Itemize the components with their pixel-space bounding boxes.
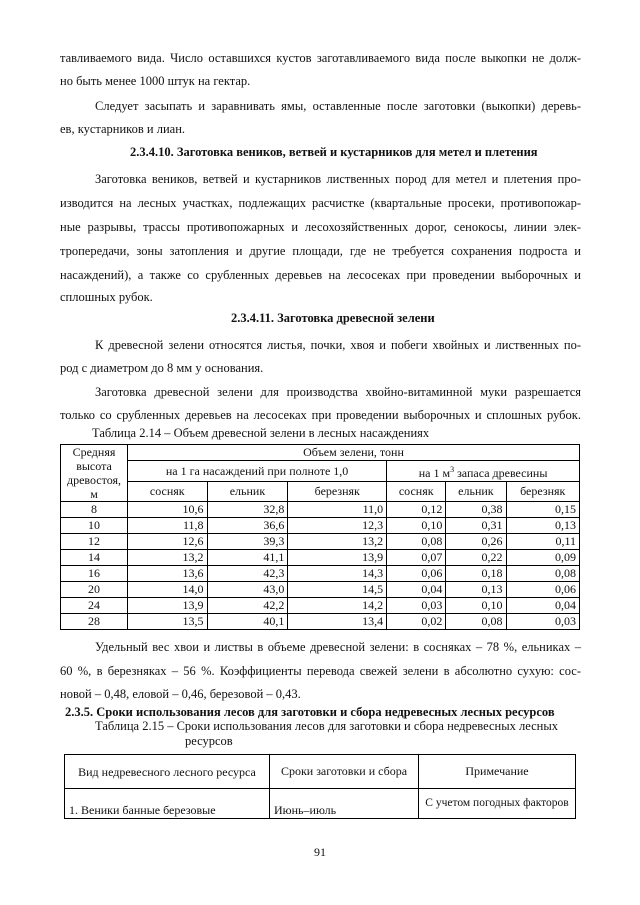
header-species: ельник: [207, 482, 288, 502]
table-caption: Таблица 2.14 – Объем древесной зелени в лесных насаждениях: [92, 426, 430, 440]
cell-value: 14,3: [288, 566, 387, 582]
cell-value: 0,15: [506, 502, 580, 518]
cell-value: 0,18: [446, 566, 506, 582]
text-line: новой – 0,48, еловой – 0,46, березовой – 0,43.: [60, 687, 301, 701]
cell-height: 10: [61, 518, 128, 534]
header-per-hectare: на 1 га насаждений при полноте 1,0: [128, 461, 387, 482]
section-heading: 2.3.5. Сроки использования лесов для заготовки и сбора недревесных лесных ресурсов: [65, 705, 555, 719]
cell-value: 41,1: [207, 550, 288, 566]
text-line: тропередачи, зоны затопления и другие площади, где не требуется сохранения подроста и: [60, 244, 581, 258]
cell-value: 13,2: [128, 550, 208, 566]
table-caption: Таблица 2.15 – Сроки использования лесов для заготовки и сбора недревесных лесных: [95, 719, 558, 733]
cell-value: 0,06: [506, 582, 580, 598]
cell-note: С учетом погодных факторов: [419, 789, 576, 819]
cell-value: 14,0: [128, 582, 208, 598]
cell-value: 0,04: [387, 582, 446, 598]
cell-value: 0,08: [506, 566, 580, 582]
text-line: Заготовка веников, ветвей и кустарников лиственных пород для метел и плетения про-: [95, 172, 581, 186]
header-note: Примечание: [419, 755, 576, 789]
cell-value: 43,0: [207, 582, 288, 598]
text-line: изводится на лесных участках, подлежащих расчистке (квартальные просеки, противопожар-: [60, 196, 581, 210]
cell-value: 10,6: [128, 502, 208, 518]
section-heading: 2.3.4.10. Заготовка веников, ветвей и кустарников для метел и плетения: [130, 145, 538, 159]
header-per-cubic-meter: на 1 $м^3$ запаса древесины: [387, 461, 580, 482]
cell-value: 0,22: [446, 550, 506, 566]
cell-value: 0,08: [387, 534, 446, 550]
text-line: но быть менее 1000 штук на гектар.: [60, 74, 251, 88]
cell-value: 13,9: [288, 550, 387, 566]
cell-value: 0,04: [506, 598, 580, 614]
text-line: К древесной зелени относятся листья, почки, хвоя и побеги хвойных и лиственных по-: [95, 338, 581, 352]
cell-value: 13,9: [128, 598, 208, 614]
text-line: Следует засыпать и заравнивать ямы, оставленные после заготовки (выкопки) деревь-: [95, 99, 581, 113]
cell-height: 16: [61, 566, 128, 582]
cell-value: 0,02: [387, 614, 446, 630]
cell-height: 14: [61, 550, 128, 566]
table-row: [61, 614, 580, 630]
cell-period: Июнь–июль: [270, 789, 419, 819]
cell-value: 40,1: [207, 614, 288, 630]
text-line: только со срубленных деревьев на лесосеках при проведении выборочных и сплошных рубок.: [60, 408, 581, 422]
cell-value: 14,2: [288, 598, 387, 614]
header-species: ельник: [446, 482, 506, 502]
cell-value: 0,38: [446, 502, 506, 518]
cell-height: 8: [61, 502, 128, 518]
cell-value: 0,26: [446, 534, 506, 550]
header-height: Средняя высота древостоя, м: [61, 445, 128, 502]
green-mass-table: [60, 444, 580, 630]
resources-table: [64, 754, 576, 819]
table-caption: ресурсов: [185, 734, 233, 748]
text-line: тавливаемого вида. Число оставшихся кустов заготавливаемого вида после выкопки не долж-: [60, 51, 581, 65]
table-header-row: [61, 482, 580, 502]
header-species: сосняк: [128, 482, 208, 502]
header-species: березняк: [506, 482, 580, 502]
table-row: [61, 518, 580, 534]
table-row: [61, 582, 580, 598]
cell-value: 0,03: [506, 614, 580, 630]
text-line: Удельный вес хвои и листвы в объеме древесной зелени: в сосняках – 78 %, ельниках –: [95, 640, 581, 654]
cell-resource: 1. Веники банные березовые: [65, 789, 270, 819]
table-header-row: [65, 755, 576, 789]
text-line: насаждений), а также со срубленных деревьев на лесосеках при проведении выборочных и: [60, 268, 581, 282]
page-number: 91: [314, 845, 326, 859]
cell-value: 0,09: [506, 550, 580, 566]
cell-value: 39,3: [207, 534, 288, 550]
cell-value: 0,10: [446, 598, 506, 614]
cell-height: 12: [61, 534, 128, 550]
table-header-row: [61, 445, 580, 461]
cell-value: 14,5: [288, 582, 387, 598]
header-group: Объем зелени, тонн: [128, 445, 580, 461]
cell-height: 24: [61, 598, 128, 614]
text-line: ные разрывы, трассы противопожарных и лесохозяйственных дорог, сенокосы, линии элек-: [60, 220, 581, 234]
cell-value: 12,3: [288, 518, 387, 534]
cell-value: 11,8: [128, 518, 208, 534]
header-resource: Вид недревесного лесного ресурса: [65, 755, 270, 789]
cell-value: 42,3: [207, 566, 288, 582]
header-period: Сроки заготовки и сбора: [270, 755, 419, 789]
table-row: [65, 789, 576, 819]
header-species: березняк: [288, 482, 387, 502]
cell-value: 0,13: [506, 518, 580, 534]
table-header-row: [61, 461, 580, 482]
header-species: сосняк: [387, 482, 446, 502]
cell-value: 13,2: [288, 534, 387, 550]
cell-value: 0,13: [446, 582, 506, 598]
text-line: Заготовка древесной зелени для производства хвойно-витаминной муки разрешается: [95, 385, 581, 399]
section-heading: 2.3.4.11. Заготовка древесной зелени: [231, 311, 435, 325]
table-row: [61, 598, 580, 614]
cell-value: 12,6: [128, 534, 208, 550]
cell-height: 20: [61, 582, 128, 598]
cell-value: 36,6: [207, 518, 288, 534]
cell-value: 13,5: [128, 614, 208, 630]
cell-height: 28: [61, 614, 128, 630]
cell-value: 11,0: [288, 502, 387, 518]
table-row: [61, 550, 580, 566]
cell-value: 0,08: [446, 614, 506, 630]
cell-value: 0,03: [387, 598, 446, 614]
cell-value: 0,11: [506, 534, 580, 550]
table-row: [61, 502, 580, 518]
cell-value: 0,31: [446, 518, 506, 534]
text-line: 60 %, в березняках – 56 %. Коэффициенты перевода свежей зелени в абсолютно сухую: сос-: [60, 664, 581, 678]
table-row: [61, 534, 580, 550]
text-line: ев, кустарников и лиан.: [60, 122, 186, 136]
cell-value: 42,2: [207, 598, 288, 614]
table-row: [61, 566, 580, 582]
cell-value: 0,06: [387, 566, 446, 582]
cell-value: 0,07: [387, 550, 446, 566]
cell-value: 0,10: [387, 518, 446, 534]
cell-value: 13,4: [288, 614, 387, 630]
cell-value: 0,12: [387, 502, 446, 518]
cell-value: 32,8: [207, 502, 288, 518]
text-line: род с диаметром до 8 мм у основания.: [60, 361, 264, 375]
text-line: сплошных рубок.: [60, 290, 153, 304]
cell-value: 13,6: [128, 566, 208, 582]
